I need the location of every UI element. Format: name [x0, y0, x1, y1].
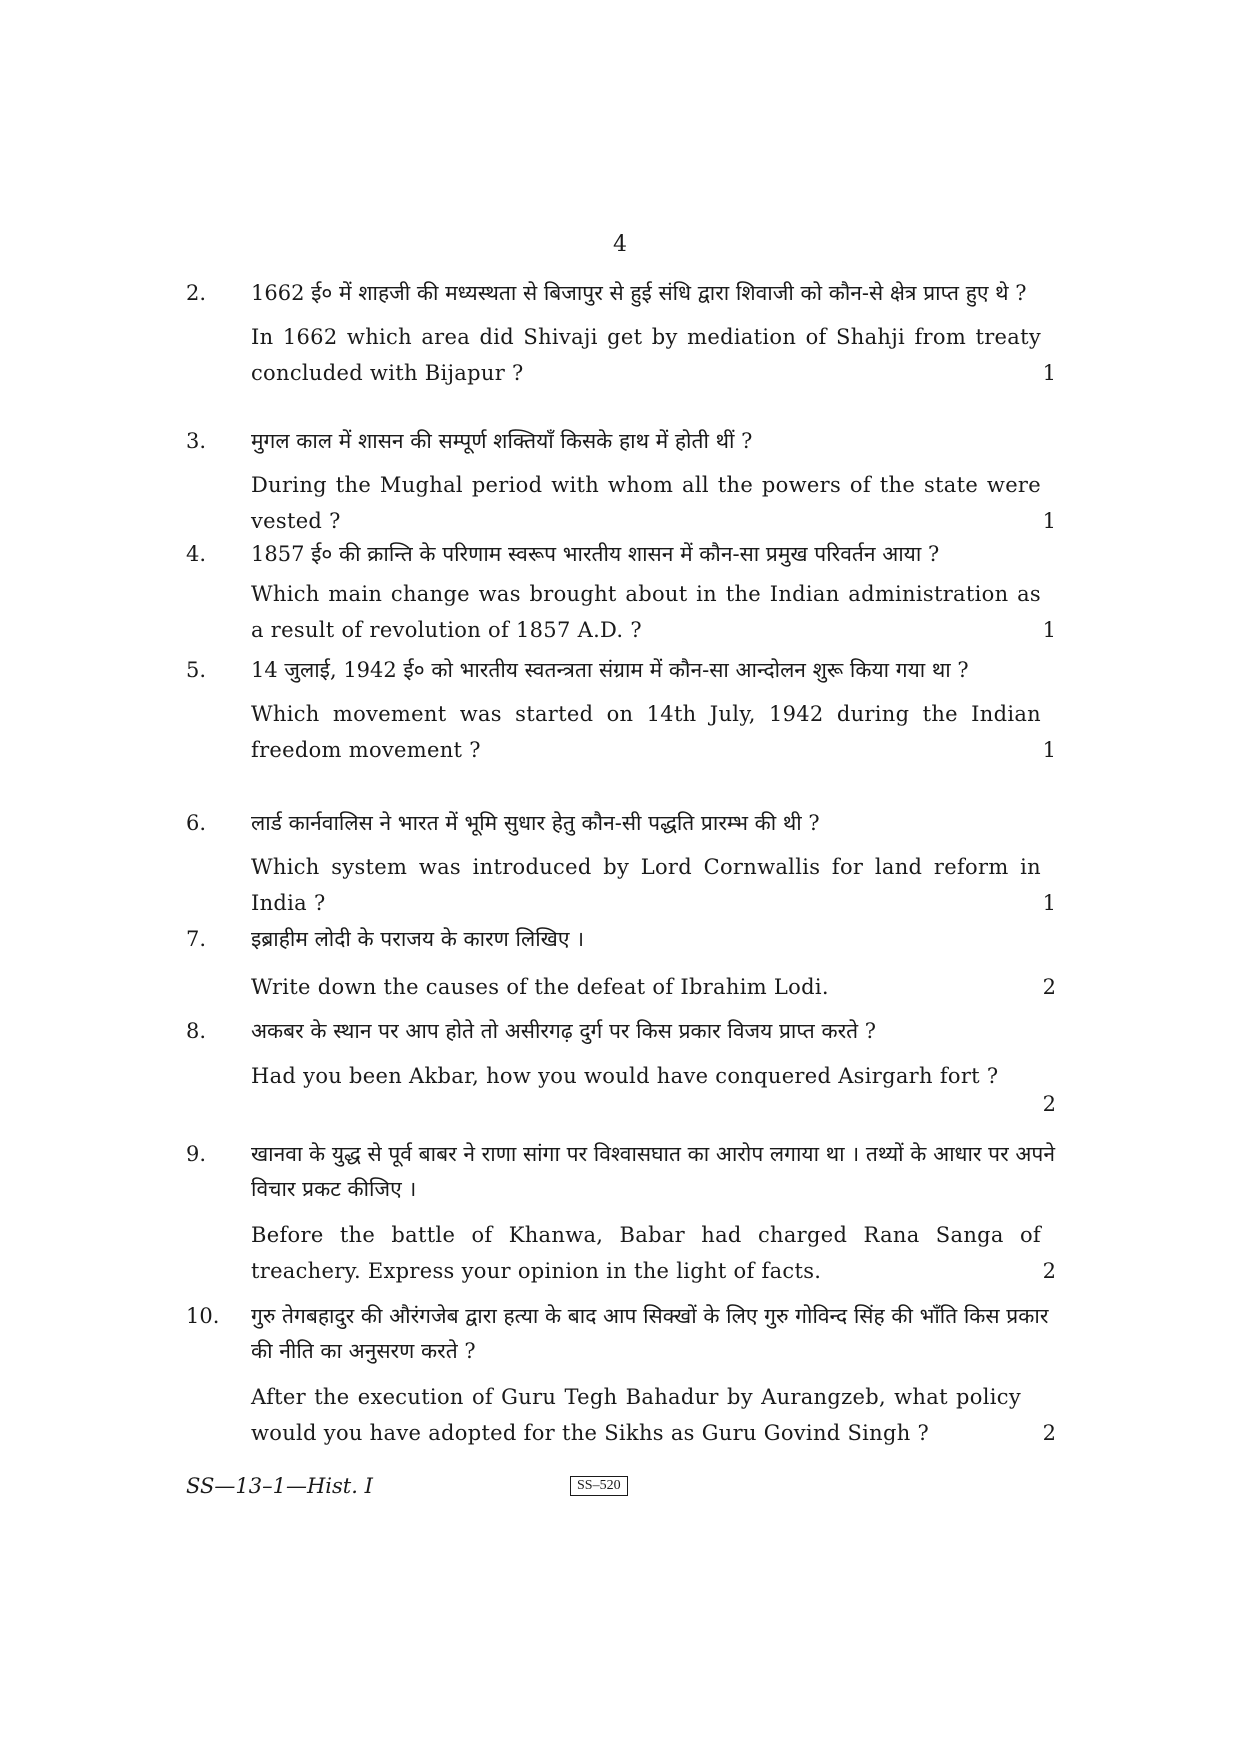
- question-marks: 1: [1042, 509, 1056, 533]
- question-english: Which movement was started on 14th July, 1942 during the Indian freedom movement ?: [251, 702, 1041, 762]
- question-marks: 2: [1042, 1421, 1056, 1445]
- question-marks: 1: [1042, 891, 1056, 915]
- question-marks: 2: [1042, 1259, 1056, 1283]
- question-number: 4.: [186, 542, 207, 566]
- question-english: Before the battle of Khanwa, Babar had charged Rana Sanga of treachery. Express your opinion in the light of facts.: [251, 1223, 1041, 1283]
- question-3: [186, 424, 1056, 539]
- question-number: 10.: [186, 1304, 220, 1328]
- question-10: [186, 1299, 1056, 1451]
- footer-code: SS—13–1—Hist. I: [186, 1474, 373, 1498]
- question-english: Write down the causes of the defeat of Ibrahim Lodi.: [251, 975, 829, 999]
- question-2: [186, 276, 1056, 391]
- question-number: 3.: [186, 429, 207, 453]
- question-hindi: इब्राहीम लोदी के पराजय के कारण लिखिए ।: [251, 927, 585, 951]
- question-4: [186, 537, 1056, 648]
- question-hindi: लार्ड कार्नवालिस ने भारत में भूमि सुधार हेतु कौन-सी पद्धति प्रारम्भ की थी ?: [251, 811, 820, 835]
- question-english: Had you been Akbar, how you would have conquered Asirgarh fort ?: [251, 1064, 999, 1088]
- question-5: [186, 653, 1056, 768]
- page-number: 4: [613, 232, 627, 257]
- question-7: [186, 922, 1056, 1005]
- question-marks: 1: [1042, 738, 1056, 762]
- question-hindi: अकबर के स्थान पर आप होते तो असीरगढ़ दुर्ग पर किस प्रकार विजय प्राप्त करते ?: [251, 1019, 877, 1043]
- question-marks: 2: [1042, 1092, 1056, 1116]
- question-number: 2.: [186, 281, 207, 305]
- question-marks: 2: [1042, 975, 1056, 999]
- question-english: Which main change was brought about in the Indian administration as a result of revolution of 1857 A.D. ?: [251, 582, 1041, 642]
- question-number: 8.: [186, 1019, 207, 1043]
- question-hindi: 1857 ई० की क्रान्ति के परिणाम स्वरूप भारतीय शासन में कौन-सा प्रमुख परिवर्तन आया ?: [251, 542, 940, 566]
- question-8: [186, 1014, 1056, 1117]
- question-number: 9.: [186, 1142, 207, 1166]
- question-hindi: मुगल काल में शासन की सम्पूर्ण शक्तियाँ किसके हाथ में होती थीं ?: [251, 429, 753, 453]
- question-9: [186, 1137, 1056, 1289]
- question-marks: 1: [1042, 361, 1056, 385]
- question-english: During the Mughal period with whom all the powers of the state were vested ?: [251, 473, 1041, 533]
- question-english: Which system was introduced by Lord Cornwallis for land reform in India ?: [251, 855, 1041, 915]
- question-number: 5.: [186, 658, 207, 682]
- question-english: In 1662 which area did Shivaji get by mediation of Shahji from treaty concluded with Bijapur ?: [251, 325, 1041, 385]
- question-hindi: खानवा के युद्ध से पूर्व बाबर ने राणा सांगा पर विश्वासघात का आरोप लगाया था । तथ्यों के आधार पर अपने विचार प्रकट कीजिए ।: [251, 1142, 1055, 1201]
- question-hindi: गुरु तेगबहादुर की औरंगजेब द्वारा हत्या के बाद आप सिक्खों के लिए गुरु गोविन्द सिंह की भाँति किस प्रकार की नीति का अनुसरण करते ?: [251, 1304, 1049, 1363]
- question-hindi: 14 जुलाई, 1942 ई० को भारतीय स्वतन्त्रता संग्राम में कौन-सा आन्दोलन शुरू किया गया था ?: [251, 658, 969, 682]
- question-6: [186, 806, 1056, 921]
- question-number: 6.: [186, 811, 207, 835]
- question-english: After the execution of Guru Tegh Bahadur by Aurangzeb, what policy would you have adopted for the Sikhs as Guru Govind Singh ?: [251, 1385, 1021, 1445]
- question-number: 7.: [186, 927, 207, 951]
- question-marks: 1: [1042, 618, 1056, 642]
- footer-box-code: SS–520: [570, 1476, 628, 1496]
- question-hindi: 1662 ई० में शाहजी की मध्यस्थता से बिजापुर से हुई संधि द्वारा शिवाजी को कौन-से क्षेत्र प्राप्त हुए थे ?: [251, 281, 1027, 305]
